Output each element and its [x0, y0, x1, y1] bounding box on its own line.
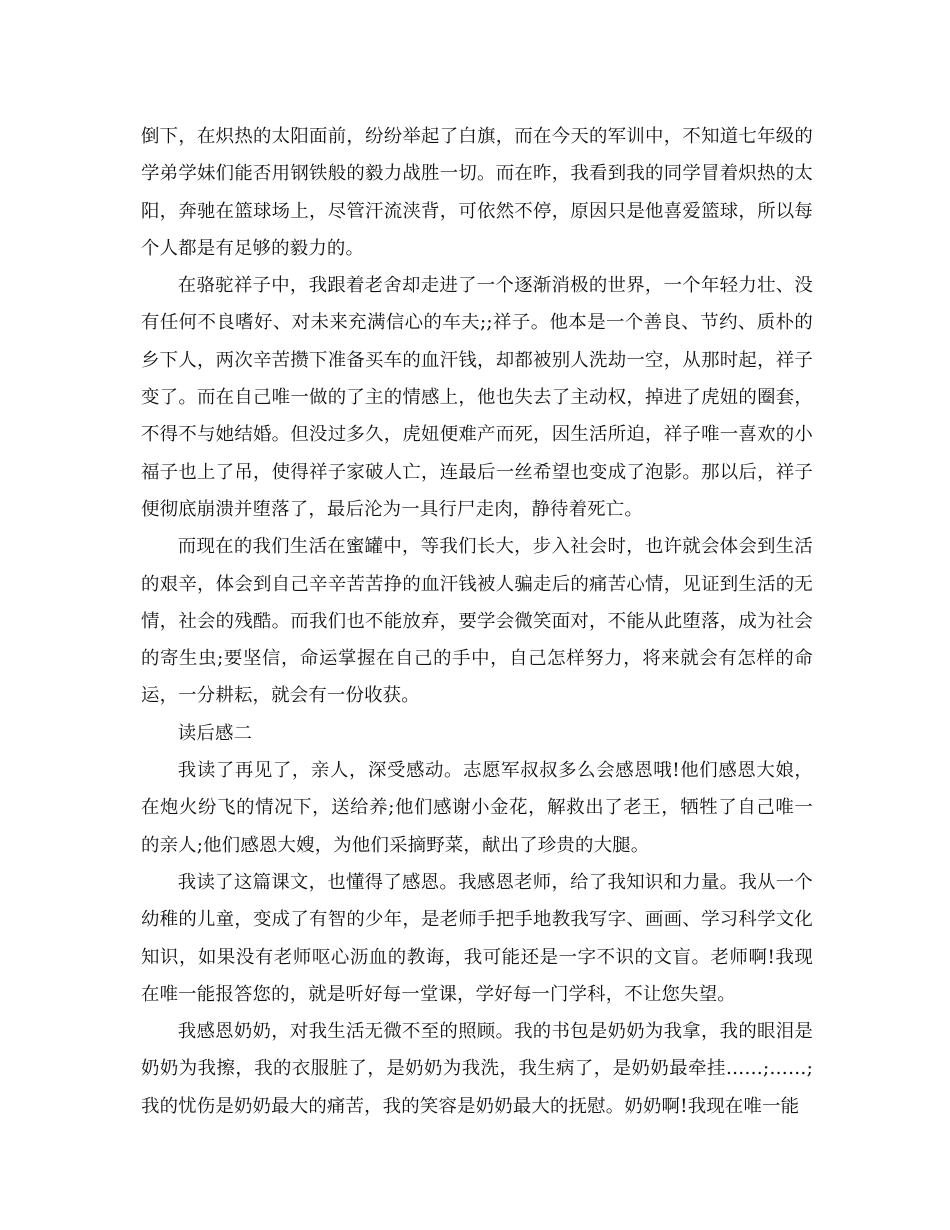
paragraph-5: 我读了这篇课文，也懂得了感恩。我感恩老师，给了我知识和力量。我从一个幼稚的儿童，变成了有智的少年，是老师手把手地教我写字、画画、学习科学文化知识，如果没有老师呕心沥血的教诲，我可能还是一字不识的文盲。老师啊!我现在唯一能报答您的，就是听好每一堂课，学好每一门学科，不让您失望。: [141, 871, 813, 1005]
section-heading: 读后感二: [177, 722, 253, 744]
paragraph-4: 我读了再见了，亲人，深受感动。志愿军叔叔多么会感恩哦!他们感恩大娘，在炮火纷飞的情况下，送给养;他们感谢小金花，解救出了老王，牺牲了自己唯一的亲人;他们感恩大嫂，为他们采摘野菜，献出了珍贵的大腿。: [141, 760, 813, 856]
paragraph-3: 而现在的我们生活在蜜罐中，等我们长大，步入社会时，也许就会体会到生活的艰辛，体会到自己辛辛苦苦挣的血汗钱被人骗走后的痛苦心情，见证到生活的无情，社会的残酷。而我们也不能放弃，要学会微笑面对，不能从此堕落，成为社会的寄生虫;要坚信，命运掌握在自己的手中，自己怎样努力，将来就会有怎样的命运，一分耕耘，就会有一份收获。: [141, 536, 813, 707]
paragraph-1: 倒下，在炽热的太阳面前，纷纷举起了白旗，而在今天的军训中，不知道七年级的学弟学妹们能否用钢铁般的毅力战胜一切。而在昨，我看到我的同学冒着炽热的太阳，奔驰在篮球场上，尽管汗流浃背，可依然不停，原因只是他喜爱篮球，所以每个人都是有足够的毅力的。: [141, 126, 813, 259]
paragraph-6: 我感恩奶奶，对我生活无微不至的照顾。我的书包是奶奶为我拿，我的眼泪是奶奶为我擦，我的衣服脏了，是奶奶为我洗，我生病了，是奶奶最牵挂……;……;我的忧伤是奶奶最大的痛苦，我的笑容是奶奶最大的抚慰。奶奶啊!我现在唯一能: [141, 1021, 813, 1117]
document-body: [141, 118, 813, 1125]
paragraph-2: 在骆驼祥子中，我跟着老舍却走进了一个逐渐消极的世界，一个年轻力壮、没有任何不良嗜好、对未来充满信心的车夫;;祥子。他本是一个善良、节约、质朴的乡下人，两次辛苦攒下准备买车的血汗钱，却都被别人洗劫一空，从那时起，祥子变了。而在自己唯一做的了主的情感上，他也失去了主动权，掉进了虎妞的圈套，不得不与她结婚。但没过多久，虎妞便难产而死，因生活所迫，祥子唯一喜欢的小福子也上了吊，使得祥子家破人亡，连最后一丝希望也变成了泡影。那以后，祥子便彻底崩溃并堕落了，最后沦为一具行尸走肉，静待着死亡。: [141, 275, 813, 520]
